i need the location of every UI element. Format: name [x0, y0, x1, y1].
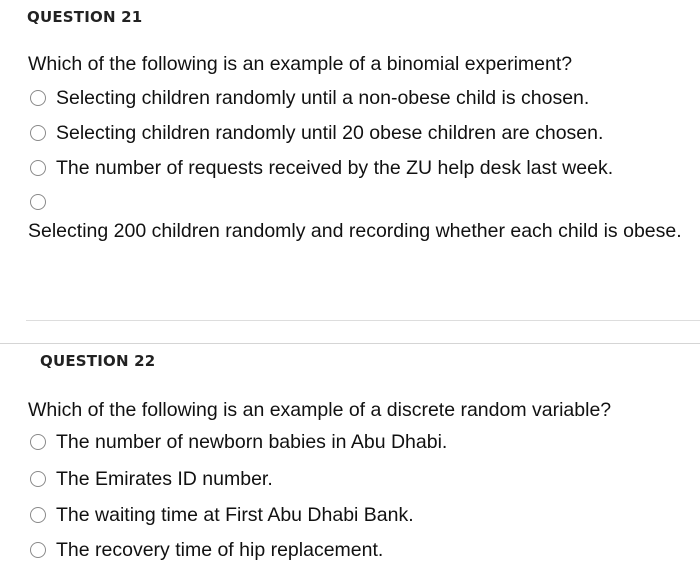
radio-button[interactable]: [30, 471, 46, 487]
divider: [0, 343, 700, 344]
question-22-header: QUESTION 22: [40, 352, 156, 370]
radio-button[interactable]: [30, 434, 46, 450]
option-label: Selecting children randomly until a non-obese child is chosen.: [56, 87, 590, 109]
radio-button[interactable]: [30, 194, 46, 210]
radio-button[interactable]: [30, 507, 46, 523]
question-21-option-4-label[interactable]: Selecting 200 children randomly and recording whether each child is obese.: [28, 220, 682, 242]
option-label: The number of newborn babies in Abu Dhabi.: [56, 431, 448, 453]
question-22-option-2[interactable]: [30, 467, 273, 491]
question-21-prompt: Which of the following is an example of a binomial experiment?: [28, 53, 573, 75]
radio-button[interactable]: [30, 90, 46, 106]
option-label: The number of requests received by the ZU help desk last week.: [56, 157, 614, 179]
question-22-option-3[interactable]: [30, 503, 414, 527]
option-label: The waiting time at First Abu Dhabi Bank.: [56, 504, 414, 526]
question-22-prompt: Which of the following is an example of a discrete random variable?: [28, 399, 612, 421]
radio-button[interactable]: [30, 542, 46, 558]
question-22-option-4[interactable]: [30, 538, 383, 562]
option-label: Selecting children randomly until 20 obese children are chosen.: [56, 122, 604, 144]
option-label: The recovery time of hip replacement.: [56, 539, 384, 561]
question-21-option-1[interactable]: [30, 86, 589, 110]
question-21-header: QUESTION 21: [27, 8, 143, 26]
radio-button[interactable]: [30, 160, 46, 176]
question-21-option-4-radio[interactable]: [30, 194, 46, 210]
radio-button[interactable]: [30, 125, 46, 141]
divider: [26, 320, 700, 321]
option-label: The Emirates ID number.: [56, 468, 273, 490]
question-22-option-1[interactable]: [30, 430, 447, 454]
question-21-option-2[interactable]: [30, 121, 603, 145]
question-21-option-3[interactable]: [30, 156, 613, 180]
